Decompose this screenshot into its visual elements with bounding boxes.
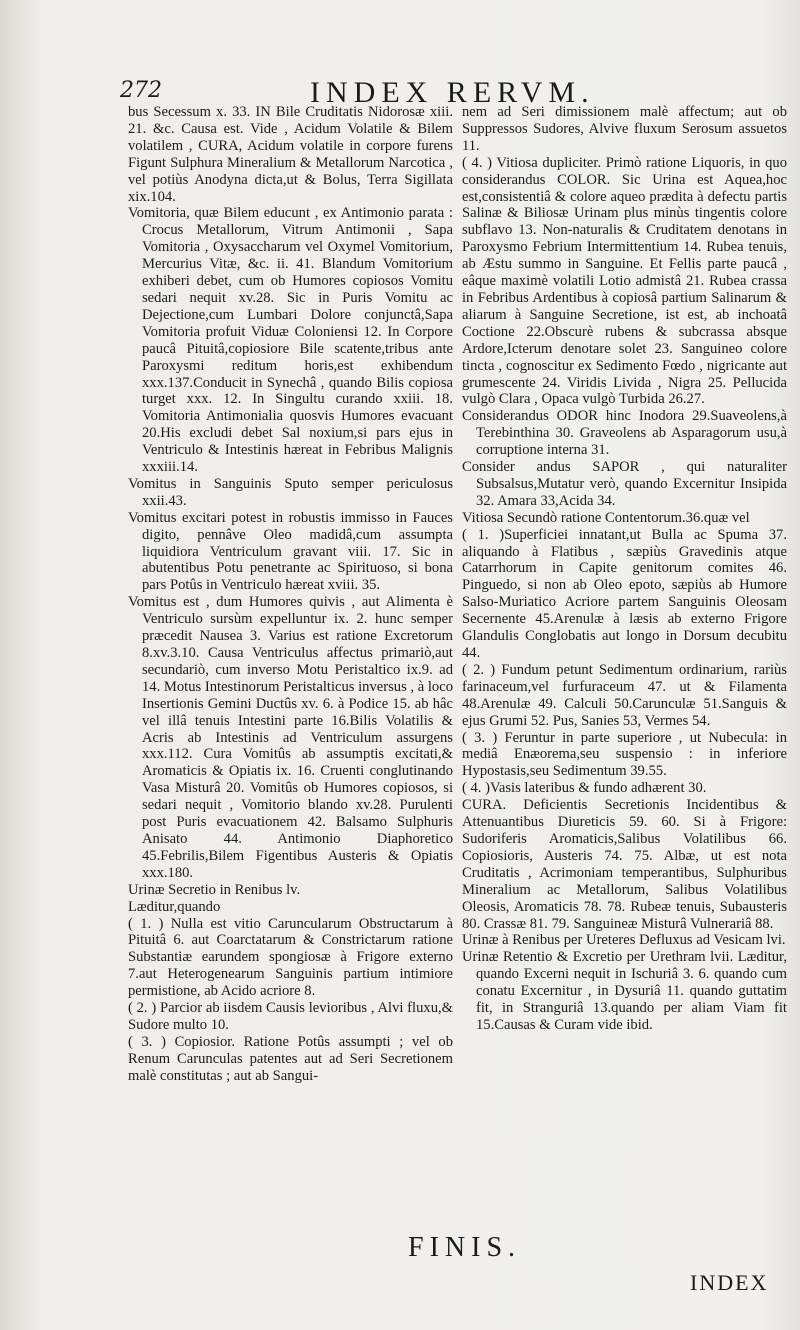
index-entry: Vomitus in Sanguinis Sputo semper periculosus xxii.43. (128, 475, 453, 509)
index-entry: Consider andus SAPOR , qui naturaliter Subsalsus,Mutatur verò, quando Excernitur Insipida 32. Amara 33,Acida 34. (462, 459, 787, 509)
index-entry: Vomitus est , dum Humores quivis , aut Alimenta è Ventriculo sursùm expelluntur ix. 2. hunc semper præcedit Nausea 3. Varius est ratione Excretorum 8.xv.3.10. Causa Ventriculus affectus primariò,aut secundariò, cum inverso Motu Peristaltico ix.9. ad 14. Motus Intestinorum Peristalticus inversus , à loco Insertionis Gemini Ductûs xv. 6. à Podice 15. ab hâc vel illâ tenuis Intestini parte 16.Bilis Volatilis & Acris ab Intestinis ad Ventriculum assurgens xxx.112. Cura Vomitûs ab assumptis excitati,& Aromaticis & Opiatis ix. 16. Cruenti conglutinando Vasa Misturâ 20. Vomitûs ob Humores copiosos, si sedari nequit , Vomitorio blando xv.28. Purulenti post Puris evacuationem 42. Balsamo Sulphuris Anisato 44. Antimonio Diaphoretico 45.Febrilis,Bilem Figentibus Austeris & Opiatis xxx.180. (128, 594, 453, 881)
running-title: INDEX RERVM. (310, 76, 595, 109)
index-entry: Considerandus ODOR hinc Inodora 29.Suaveolens,à Terebinthina 30. Graveolens ab Asparagorum usu,à corruptione interna 31. (462, 408, 787, 459)
index-entry: Urinæ Secretio in Renibus lv. (128, 881, 301, 898)
index-entry: ( 3. ) Feruntur in parte superiore , ut Nubecula: in mediâ Enæorema,seu suspensio : in inferiore Hypostasis,seu Sedimentum 39.55. (462, 729, 787, 780)
index-entry: Vitiosa Secundò ratione Contentorum.36.quæ vel (462, 509, 750, 526)
index-entry: ( 4. )Vasis lateribus & fundo adhærent 30. (462, 780, 707, 797)
index-entry: ( 1. ) Nulla est vitio Caruncularum Obstructarum à Pituitâ 6. aut Coarctatarum & Constrictarum ratione Substantiæ earundem spongiosæ à Frigore externo 7.aut Heterogenearum Sanguinis partium intimiore permistione, ab Acido acriore 8. (128, 915, 453, 1000)
index-entry: Urinæ Retentio & Excretio per Urethram lvii. Læditur, quando Excerni nequit in Ischuriâ 3. 6. quando cum conatu Excernitur , in Dysuriâ 11. quando guttatim fit, in Stranguriâ 13.quando per aliam Viam fit 15.Causas & Curam vide ibid. (462, 949, 787, 1033)
index-entry: bus Secessum x. 33. IN Bile Cruditatis Nidorosæ xiii. 21. &c. Causa est. Vide , Acidum Volatile & Bilem volatilem , CURA, Acidum volatile in corpore furens Figunt Sulphura Mineralium & Metallorum Narcotica , vel potiùs Anodyna dicta,ut & Bolus, Terra Sigillata xix.104. (128, 104, 453, 205)
index-entry: Læditur,quando (128, 898, 221, 915)
index-entry: ( 4. ) Vitiosa dupliciter. Primò ratione Liquoris, in quo considerandus COLOR. Sic Urina est Aquea,hoc est,consistentiâ & colore aqueo prædita à defectu partis Salinæ & Biliosæ Urinam plus minùs tingentis colore subflavo 13. Non-naturalis & Cruditatem denotans in Paroxysmo Febrium Intermittentium 14. Rubea tenuis, ab Æstu summo in Sanguine. Et Fellis parte paucâ , eâque maximè volatili Lotio admistâ 21. Rubea crassa in Febribus Ardentibus à copiosâ partium Salinarum & aliarum à Sanguine Secretione, ist est, ab inchoatâ Coctione 22.Obscurè rubens & subcrassa absque Ardore,Icterum denotare solet 23. Sanguineo colore tincta , cognoscitur ex Sedimento Fœdo , nigricante aut grumescente 24. Viridis Livida , Nigra 25. Pellucida vulgò Clara , Opaca vulgò Turbida 26.27. (462, 154, 787, 408)
index-entry: Vomitoria, quæ Bilem educunt , ex Antimonio parata : Crocus Metallorum, Vitrum Antimonii , Sapa Vomitoria , Oxysaccharum vel Oxymel Vomitorium, Mercurius Vitæ, &c. ii. 41. Blandum Vomitorium exhiberi debet, cum ob Humores copiosos Vomitu sedari nequit xv.28. Sic in Puris Vomitu ac Dejectione,cum Lumbari Dolore conjunctâ,Sapa Vomitoria profuit Viduæ Coloniensi 12. In Corpore paucâ Pituitâ,copiosiore Bile scatente,tribus ante Paroxysmi reditum horis,est exhibendum xxx.137.Conducit in Synechâ , quando Bilis copiosa turget xxx. 12. In Singultu curando xxiii. 18. Vomitoria Antimonialia quosvis Humores evacuant 20.His excludi debet Sal noxium,si pars ejus in Ventriculo & Intestinis hæreat in Febribus Malignis xxxiii.14. (128, 205, 453, 476)
index-entry: ( 2. ) Fundum petunt Sedimentum ordinarium, rariùs farinaceum,vel furfuraceum 47. ut & Filamenta 48.Arenulæ 49. Calculi 50.Carunculæ 51.Sanguis & ejus Grumi 52. Pus, Sanies 53, Vermes 54. (462, 661, 787, 729)
index-entry: nem ad Seri dimissionem malè affectum; aut ob Suppressos Sudores, Alvive fluxum Serosum assuetos 11. (462, 104, 787, 154)
index-entry: Urinæ à Renibus per Ureteres Defluxus ad Vesicam lvi. (462, 932, 786, 949)
catchword: INDEX (690, 1270, 769, 1295)
finis-mark: FINIS. (408, 1232, 522, 1263)
right-column (462, 104, 787, 1214)
index-entry: Vomitus excitari potest in robustis immisso in Fauces digito, pennâve Oleo madidâ,cum assumpta liquidiora Ventriculum gravant viii. 17. Sic in abutentibus Potu penetrante ac Spirituoso, si bona pars Potûs in Ventriculo hæreat xviii. 35. (128, 509, 453, 594)
left-column (128, 104, 453, 1214)
index-entry: ( 1. )Superficiei innatant,ut Bulla ac Spuma 37. aliquando à Flatibus , sæpiùs Gravedinis atque Catarrhorum in Capite genitorum comites 46. Pinguedo, si non ab Oleo epoto, sæpiùs ab Humore Salso-Muriatico Acriore partem Sanguinis Oleosam Secernente 45.Arenulæ à læsis ab externo Frigore Glandulis Conglobatis aut longo in Dorsum decubitu 44. (462, 526, 787, 661)
index-entry: ( 3. ) Copiosior. Ratione Potûs assumpti ; vel ob Renum Carunculas patentes aut ad Seri Secretionem malè constitutas ; aut ab Sangui- (128, 1033, 453, 1084)
index-entry: ( 2. ) Parcior ab iisdem Causis levioribus , Alvi fluxu,& Sudore multo 10. (128, 1000, 453, 1033)
index-entry: CURA. Deficientis Secretionis Incidentibus & Attenuantibus Diureticis 59. 60. Si à Frigore: Sudoriferis Aromaticis,Salibus Volatilibus 66. Copiosioris, Austeris 74. 75. Albæ, ut est nota Cruditatis , Acrimoniam temperantibus, Sulphuribus Mineralium ac Metallorum, Salibus Volatilibus Oleosis, Aromaticis 78. 78. Rubeæ tenuis, Subausteris 80. Crassæ 81. 79. Sanguineæ Misturâ Vulnerariâ 88. (462, 797, 787, 932)
page-number: 272 (120, 78, 162, 103)
